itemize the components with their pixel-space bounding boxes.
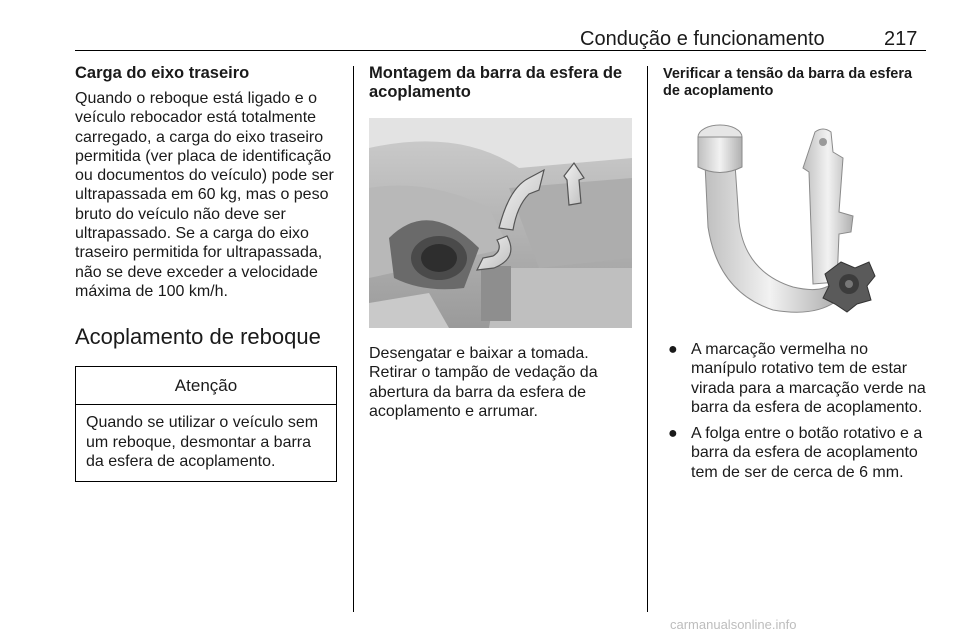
figure-ball-bar (663, 112, 926, 322)
ball-bar-illustration (663, 112, 926, 322)
column-right (663, 64, 926, 489)
warning-title: Atenção (76, 367, 336, 405)
bullet-list (663, 340, 926, 482)
paragraph-rear-axle-load: Quando o reboque está ligado e o veículo rebocador está totalmente carregado, a carga do eixo traseiro permitida (ver placa de identificação ou documentos do veículo) pode ser ultrapassada em 60 kg, mas o peso bruto do veículo não deve ser ultrapassado. Se a carga do eixo traseiro permitida for ultrapassada, não se deve exceder a velocidade máxima de 100 km/h. (75, 90, 334, 300)
list-item (663, 340, 926, 417)
bullet-icon: ● (668, 341, 678, 358)
bullet-text: A marcação vermelha no manípulo rotativo tem de estar virada para a marcação verde na barra da esfera de acoplamento. (691, 341, 926, 416)
column-left (75, 64, 341, 482)
bullet-icon: ● (668, 425, 678, 443)
chapter-title: Condução e funcionamento (580, 28, 825, 50)
bullet-text: A folga entre o botão rotativo e a barra da esfera de acoplamento tem de ser de cerca de 6 mm. (691, 425, 923, 481)
column-divider (647, 66, 648, 612)
section-heading-tension-check: Verificar a tensão da barra da esfera de acoplamento (663, 66, 913, 99)
figure-socket-lowering (369, 118, 632, 328)
list-item (663, 424, 926, 482)
section-heading-mounting: Montagem da barra da esfera de acoplamento (369, 64, 623, 101)
socket-illustration (369, 118, 632, 328)
watermark: carmanualsonline.info (670, 617, 797, 632)
column-divider (353, 66, 354, 612)
section-heading-rear-axle-load: Carga do eixo traseiro (75, 64, 250, 82)
header-rule (75, 50, 926, 51)
column-middle (369, 64, 632, 421)
page-number: 217 (884, 28, 918, 50)
warning-text: Quando se utilizar o veículo sem um reboque, desmontar a barra da esfera de acoplamento. (86, 414, 319, 470)
paragraph-mounting: Desengatar e baixar a tomada. Retirar o tampão de vedação da abertura da barra da esfera de acoplamento e arrumar. (369, 345, 598, 420)
section-heading-towing-coupling: Acoplamento de reboque (75, 324, 321, 350)
warning-box (75, 366, 337, 482)
